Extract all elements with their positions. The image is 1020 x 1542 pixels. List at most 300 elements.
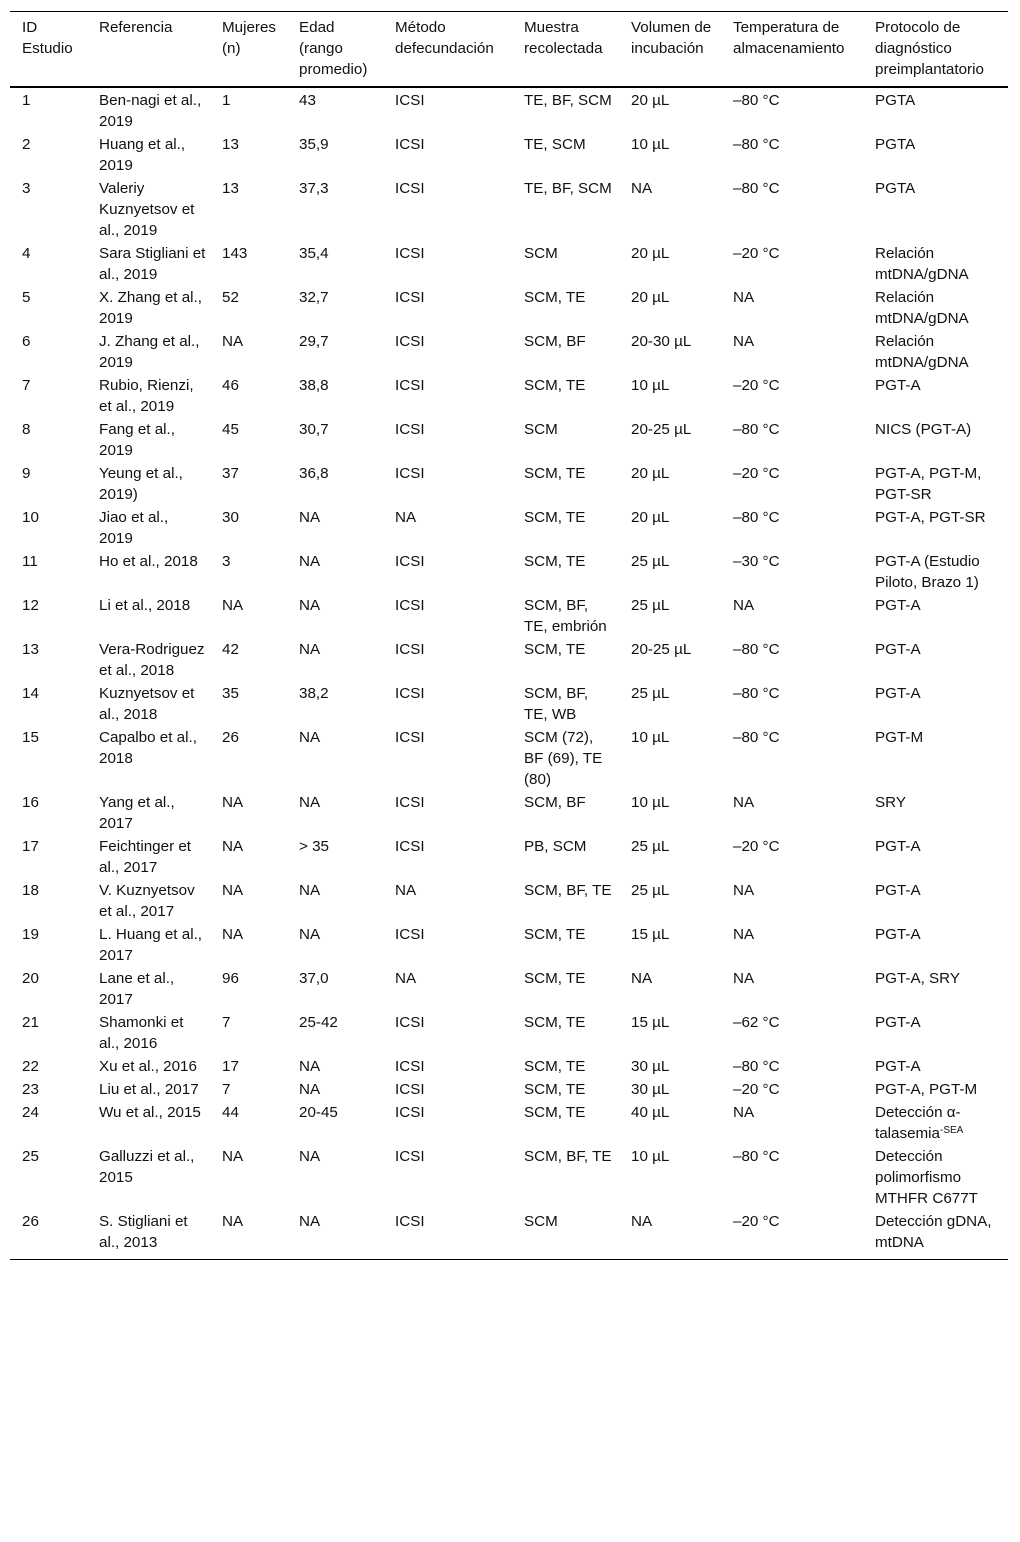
cell-volume <box>619 242 721 286</box>
cell-reference-text: V. Kuznyetsov et al., 2017 <box>99 882 195 920</box>
cell-temperature-text: NA <box>733 926 755 943</box>
cell-volume <box>619 923 721 967</box>
cell-id <box>10 374 87 418</box>
cell-id-text: 20 <box>22 970 39 987</box>
cell-reference-text: Capalbo et al., 2018 <box>99 729 197 767</box>
cell-temperature <box>721 923 863 967</box>
cell-age <box>287 374 383 418</box>
cell-sample-text: SCM <box>524 421 558 438</box>
cell-volume-text: 20 µL <box>631 289 670 306</box>
cell-temperature <box>721 1055 863 1078</box>
cell-volume <box>619 506 721 550</box>
cell-reference <box>87 835 210 879</box>
cell-age <box>287 967 383 1011</box>
cell-women-text: 45 <box>222 421 239 438</box>
cell-volume-text: 25 µL <box>631 597 670 614</box>
cell-sample <box>512 418 619 462</box>
cell-protocol-text: PGT-A <box>875 685 921 702</box>
header-row <box>10 12 1008 88</box>
cell-sample-text: SCM, BF, TE <box>524 1148 612 1165</box>
cell-women <box>210 682 287 726</box>
cell-id-text: 19 <box>22 926 39 943</box>
cell-reference-text: Rubio, Rienzi, et al., 2019 <box>99 377 194 415</box>
cell-sample-text: SCM, TE <box>524 553 586 570</box>
cell-age-text: NA <box>299 509 321 526</box>
cell-reference-text: Kuznyetsov et al., 2018 <box>99 685 195 723</box>
cell-protocol <box>863 835 1008 879</box>
cell-reference <box>87 330 210 374</box>
cell-reference-text: J. Zhang et al., 2019 <box>99 333 200 371</box>
cell-temperature-text: NA <box>733 333 755 350</box>
cell-method-text: ICSI <box>395 333 425 350</box>
cell-id <box>10 923 87 967</box>
table-row <box>10 791 1008 835</box>
cell-reference-text: Wu et al., 2015 <box>99 1104 201 1121</box>
studies-table <box>10 11 1008 1260</box>
cell-protocol-text: Relación mtDNA/gDNA <box>875 245 969 283</box>
cell-id <box>10 1011 87 1055</box>
cell-temperature-text: NA <box>733 289 755 306</box>
cell-temperature <box>721 286 863 330</box>
cell-women <box>210 1145 287 1210</box>
cell-age <box>287 242 383 286</box>
cell-women <box>210 879 287 923</box>
cell-reference <box>87 791 210 835</box>
cell-volume <box>619 462 721 506</box>
table-row <box>10 638 1008 682</box>
cell-method-text: ICSI <box>395 1058 425 1075</box>
cell-protocol <box>863 1145 1008 1210</box>
cell-volume <box>619 638 721 682</box>
table-row <box>10 177 1008 242</box>
cell-reference <box>87 87 210 133</box>
cell-method-text: ICSI <box>395 1104 425 1121</box>
cell-reference-text: Vera-Rodriguez et al., 2018 <box>99 641 205 679</box>
cell-reference <box>87 1078 210 1101</box>
cell-method-text: ICSI <box>395 553 425 570</box>
cell-volume-text: 30 µL <box>631 1058 670 1075</box>
cell-age-text: 37,0 <box>299 970 329 987</box>
cell-temperature-text: NA <box>733 1104 755 1121</box>
cell-sample <box>512 1011 619 1055</box>
cell-protocol <box>863 177 1008 242</box>
cell-reference <box>87 682 210 726</box>
cell-women-text: NA <box>222 333 244 350</box>
cell-volume <box>619 550 721 594</box>
cell-protocol <box>863 1011 1008 1055</box>
header-age: Edad (rango promedio) <box>299 19 368 78</box>
cell-id-text: 22 <box>22 1058 39 1075</box>
cell-temperature <box>721 879 863 923</box>
cell-age-text: 38,2 <box>299 685 329 702</box>
cell-id <box>10 1055 87 1078</box>
header-temperature: Temperatura de almacenamiento <box>733 19 845 57</box>
cell-protocol-text: PGT-A <box>875 882 921 899</box>
cell-method <box>383 550 512 594</box>
cell-volume <box>619 1101 721 1145</box>
cell-sample <box>512 133 619 177</box>
cell-sample-text: SCM, TE <box>524 1014 586 1031</box>
cell-id-text: 2 <box>22 136 31 153</box>
cell-age <box>287 791 383 835</box>
cell-method-text: ICSI <box>395 729 425 746</box>
cell-method-text: ICSI <box>395 1148 425 1165</box>
cell-id-text: 3 <box>22 180 31 197</box>
cell-reference-text: Lane et al., 2017 <box>99 970 175 1008</box>
cell-sample <box>512 1078 619 1101</box>
cell-women <box>210 87 287 133</box>
cell-volume-text: 20 µL <box>631 465 670 482</box>
cell-protocol <box>863 1210 1008 1260</box>
header-reference: Referencia <box>99 19 173 36</box>
cell-protocol-text: PGT-A <box>875 377 921 394</box>
cell-id <box>10 1145 87 1210</box>
cell-protocol-text: PGTA <box>875 180 916 197</box>
cell-volume-text: 25 µL <box>631 553 670 570</box>
cell-age <box>287 1145 383 1210</box>
cell-sample-text: SCM, BF <box>524 333 586 350</box>
cell-volume <box>619 330 721 374</box>
cell-women-text: NA <box>222 597 244 614</box>
cell-volume <box>619 177 721 242</box>
cell-sample <box>512 506 619 550</box>
cell-volume <box>619 374 721 418</box>
cell-method <box>383 462 512 506</box>
cell-sample <box>512 967 619 1011</box>
cell-volume-text: NA <box>631 180 653 197</box>
cell-protocol-text: PGT-A <box>875 597 921 614</box>
table-header <box>10 12 1008 88</box>
cell-id-text: 9 <box>22 465 31 482</box>
cell-women-text: NA <box>222 794 244 811</box>
cell-method <box>383 726 512 791</box>
cell-temperature <box>721 242 863 286</box>
cell-sample-text: TE, BF, SCM <box>524 180 612 197</box>
cell-volume-text: NA <box>631 1213 653 1230</box>
cell-reference <box>87 1011 210 1055</box>
cell-age <box>287 1101 383 1145</box>
cell-age-text: 32,7 <box>299 289 329 306</box>
cell-age <box>287 923 383 967</box>
cell-sample <box>512 791 619 835</box>
cell-temperature-text: –80 °C <box>733 685 780 702</box>
cell-method <box>383 1210 512 1260</box>
cell-method-text: ICSI <box>395 1014 425 1031</box>
header-id: ID Estudio <box>22 19 73 57</box>
cell-temperature-text: –20 °C <box>733 838 780 855</box>
cell-id <box>10 177 87 242</box>
cell-protocol-text: Relación mtDNA/gDNA <box>875 289 969 327</box>
cell-id <box>10 506 87 550</box>
cell-method <box>383 133 512 177</box>
cell-women <box>210 967 287 1011</box>
cell-age-text: NA <box>299 882 321 899</box>
cell-volume <box>619 726 721 791</box>
cell-temperature <box>721 506 863 550</box>
cell-protocol <box>863 791 1008 835</box>
cell-women-text: NA <box>222 1213 244 1230</box>
cell-women <box>210 638 287 682</box>
cell-reference <box>87 133 210 177</box>
cell-age-text: NA <box>299 597 321 614</box>
cell-reference-text: Yang et al., 2017 <box>99 794 175 832</box>
cell-protocol-text: PGT-A, SRY <box>875 970 960 987</box>
cell-protocol <box>863 923 1008 967</box>
cell-protocol <box>863 286 1008 330</box>
header-volume: Volumen de incubación <box>631 19 712 57</box>
cell-women <box>210 418 287 462</box>
cell-method-text: ICSI <box>395 641 425 658</box>
cell-temperature-text: –20 °C <box>733 377 780 394</box>
cell-age-text: > 35 <box>299 838 329 855</box>
cell-women-text: 1 <box>222 92 231 109</box>
cell-temperature-text: –80 °C <box>733 1148 780 1165</box>
cell-method-text: ICSI <box>395 377 425 394</box>
cell-id-text: 5 <box>22 289 31 306</box>
cell-method <box>383 242 512 286</box>
cell-sample-text: SCM, TE <box>524 1081 586 1098</box>
cell-women <box>210 594 287 638</box>
cell-age-text: NA <box>299 729 321 746</box>
cell-reference <box>87 462 210 506</box>
cell-women-text: 3 <box>222 553 231 570</box>
cell-id <box>10 87 87 133</box>
cell-sample <box>512 374 619 418</box>
cell-reference <box>87 638 210 682</box>
cell-sample-text: SCM, TE <box>524 465 586 482</box>
cell-sample-text: SCM, TE <box>524 377 586 394</box>
cell-id <box>10 638 87 682</box>
cell-age-text: NA <box>299 1213 321 1230</box>
table-row <box>10 462 1008 506</box>
cell-method-text: ICSI <box>395 926 425 943</box>
cell-volume-text: 10 µL <box>631 377 670 394</box>
cell-women <box>210 726 287 791</box>
cell-protocol-text: PGT-A (Estudio Piloto, Brazo 1) <box>875 553 980 591</box>
table-row <box>10 1101 1008 1145</box>
cell-id-text: 23 <box>22 1081 39 1098</box>
cell-age <box>287 726 383 791</box>
cell-women <box>210 835 287 879</box>
cell-sample-text: SCM, TE <box>524 970 586 987</box>
cell-sample-text: TE, BF, SCM <box>524 92 612 109</box>
cell-temperature-text: NA <box>733 597 755 614</box>
cell-sample <box>512 1055 619 1078</box>
cell-volume <box>619 835 721 879</box>
cell-women <box>210 462 287 506</box>
cell-women <box>210 550 287 594</box>
cell-age-text: 29,7 <box>299 333 329 350</box>
table-row <box>10 726 1008 791</box>
table-row <box>10 374 1008 418</box>
cell-age <box>287 177 383 242</box>
cell-volume <box>619 1078 721 1101</box>
cell-temperature-text: –30 °C <box>733 553 780 570</box>
cell-women <box>210 1055 287 1078</box>
cell-temperature <box>721 418 863 462</box>
cell-id-text: 12 <box>22 597 39 614</box>
cell-volume <box>619 791 721 835</box>
cell-reference-text: Fang et al., 2019 <box>99 421 175 459</box>
cell-id-text: 26 <box>22 1213 39 1230</box>
cell-women <box>210 177 287 242</box>
cell-temperature-text: –20 °C <box>733 1213 780 1230</box>
cell-age <box>287 1011 383 1055</box>
cell-volume <box>619 879 721 923</box>
cell-protocol-text: PGT-A, PGT-SR <box>875 509 986 526</box>
cell-protocol-text: PGT-A, PGT-M, PGT-SR <box>875 465 982 503</box>
cell-method <box>383 967 512 1011</box>
cell-method-text: ICSI <box>395 685 425 702</box>
cell-protocol-text: PGT-A <box>875 1014 921 1031</box>
cell-age <box>287 133 383 177</box>
cell-id-text: 11 <box>22 553 38 570</box>
cell-women-text: NA <box>222 1148 244 1165</box>
cell-sample <box>512 550 619 594</box>
table-body <box>10 87 1008 1260</box>
cell-women <box>210 1078 287 1101</box>
cell-id <box>10 550 87 594</box>
cell-id-text: 1 <box>22 92 31 109</box>
cell-id-text: 17 <box>22 838 39 855</box>
cell-method <box>383 638 512 682</box>
cell-women <box>210 923 287 967</box>
table-row <box>10 87 1008 133</box>
cell-id-text: 16 <box>22 794 39 811</box>
cell-method <box>383 286 512 330</box>
cell-sample-text: SCM, TE <box>524 1058 586 1075</box>
cell-sample <box>512 638 619 682</box>
cell-id-text: 13 <box>22 641 39 658</box>
cell-women-text: 44 <box>222 1104 239 1121</box>
cell-women-text: 46 <box>222 377 239 394</box>
cell-temperature-text: NA <box>733 882 755 899</box>
cell-reference <box>87 1145 210 1210</box>
cell-sample <box>512 1101 619 1145</box>
cell-reference <box>87 1210 210 1260</box>
cell-volume-text: 25 µL <box>631 838 670 855</box>
cell-women <box>210 1101 287 1145</box>
cell-reference <box>87 242 210 286</box>
cell-temperature-text: NA <box>733 970 755 987</box>
cell-protocol-text: PGT-M <box>875 729 924 746</box>
cell-age-text: 43 <box>299 92 316 109</box>
cell-temperature <box>721 87 863 133</box>
cell-sample <box>512 286 619 330</box>
cell-women-text: 7 <box>222 1081 231 1098</box>
table-row <box>10 1145 1008 1210</box>
cell-age-text: 38,8 <box>299 377 329 394</box>
cell-age <box>287 330 383 374</box>
cell-protocol <box>863 462 1008 506</box>
cell-temperature-text: –80 °C <box>733 509 780 526</box>
cell-volume <box>619 1055 721 1078</box>
table-row <box>10 330 1008 374</box>
cell-temperature <box>721 835 863 879</box>
cell-women-text: 96 <box>222 970 239 987</box>
cell-protocol-text: PGTA <box>875 136 916 153</box>
cell-volume <box>619 87 721 133</box>
cell-reference-text: Ho et al., 2018 <box>99 553 198 570</box>
cell-protocol-text: PGT-A <box>875 838 921 855</box>
cell-women-text: 35 <box>222 685 239 702</box>
cell-sample <box>512 330 619 374</box>
cell-volume <box>619 682 721 726</box>
cell-temperature <box>721 791 863 835</box>
cell-volume <box>619 1145 721 1210</box>
cell-volume <box>619 418 721 462</box>
cell-age <box>287 682 383 726</box>
cell-temperature <box>721 374 863 418</box>
cell-age <box>287 835 383 879</box>
cell-temperature <box>721 462 863 506</box>
cell-age-text: NA <box>299 1148 321 1165</box>
cell-protocol <box>863 330 1008 374</box>
cell-reference <box>87 1055 210 1078</box>
cell-women-text: NA <box>222 838 244 855</box>
cell-protocol <box>863 1078 1008 1101</box>
cell-women-text: 17 <box>222 1058 239 1075</box>
cell-age-text: NA <box>299 553 321 570</box>
cell-id <box>10 133 87 177</box>
cell-id-text: 4 <box>22 245 31 262</box>
cell-sample-text: SCM <box>524 1213 558 1230</box>
header-fertilization-method: Método defecundación <box>395 19 494 57</box>
cell-protocol <box>863 879 1008 923</box>
cell-volume-text: 30 µL <box>631 1081 670 1098</box>
cell-women <box>210 1210 287 1260</box>
cell-women <box>210 506 287 550</box>
cell-id <box>10 879 87 923</box>
cell-method <box>383 330 512 374</box>
cell-method <box>383 835 512 879</box>
cell-age-text: NA <box>299 1058 321 1075</box>
cell-reference-text: Galluzzi et al., 2015 <box>99 1148 195 1186</box>
cell-method-text: ICSI <box>395 794 425 811</box>
cell-women <box>210 374 287 418</box>
cell-protocol <box>863 726 1008 791</box>
cell-method <box>383 374 512 418</box>
cell-sample <box>512 879 619 923</box>
cell-sample <box>512 1210 619 1260</box>
cell-reference-text: Huang et al., 2019 <box>99 136 186 174</box>
cell-volume-text: 25 µL <box>631 685 670 702</box>
cell-age-text: 35,4 <box>299 245 329 262</box>
cell-sample <box>512 923 619 967</box>
cell-sample <box>512 242 619 286</box>
cell-id <box>10 682 87 726</box>
cell-volume-text: 10 µL <box>631 729 670 746</box>
cell-age <box>287 1055 383 1078</box>
cell-age-text: 35,9 <box>299 136 329 153</box>
cell-age <box>287 506 383 550</box>
cell-reference-text: Valeriy Kuznyetsov et al., 2019 <box>99 180 195 239</box>
cell-volume-text: 40 µL <box>631 1104 670 1121</box>
cell-women <box>210 791 287 835</box>
table-row <box>10 133 1008 177</box>
cell-women-text: 26 <box>222 729 239 746</box>
cell-reference <box>87 374 210 418</box>
cell-reference-text: Yeung et al., 2019) <box>99 465 183 503</box>
cell-protocol-text: PGT-A, PGT-M <box>875 1081 978 1098</box>
cell-method-text: ICSI <box>395 180 425 197</box>
cell-protocol-text: Detección polimorfismo MTHFR C677T <box>875 1148 978 1207</box>
cell-method-text: ICSI <box>395 838 425 855</box>
cell-id <box>10 462 87 506</box>
cell-temperature-text: –62 °C <box>733 1014 780 1031</box>
table-row <box>10 879 1008 923</box>
table-row <box>10 1210 1008 1260</box>
